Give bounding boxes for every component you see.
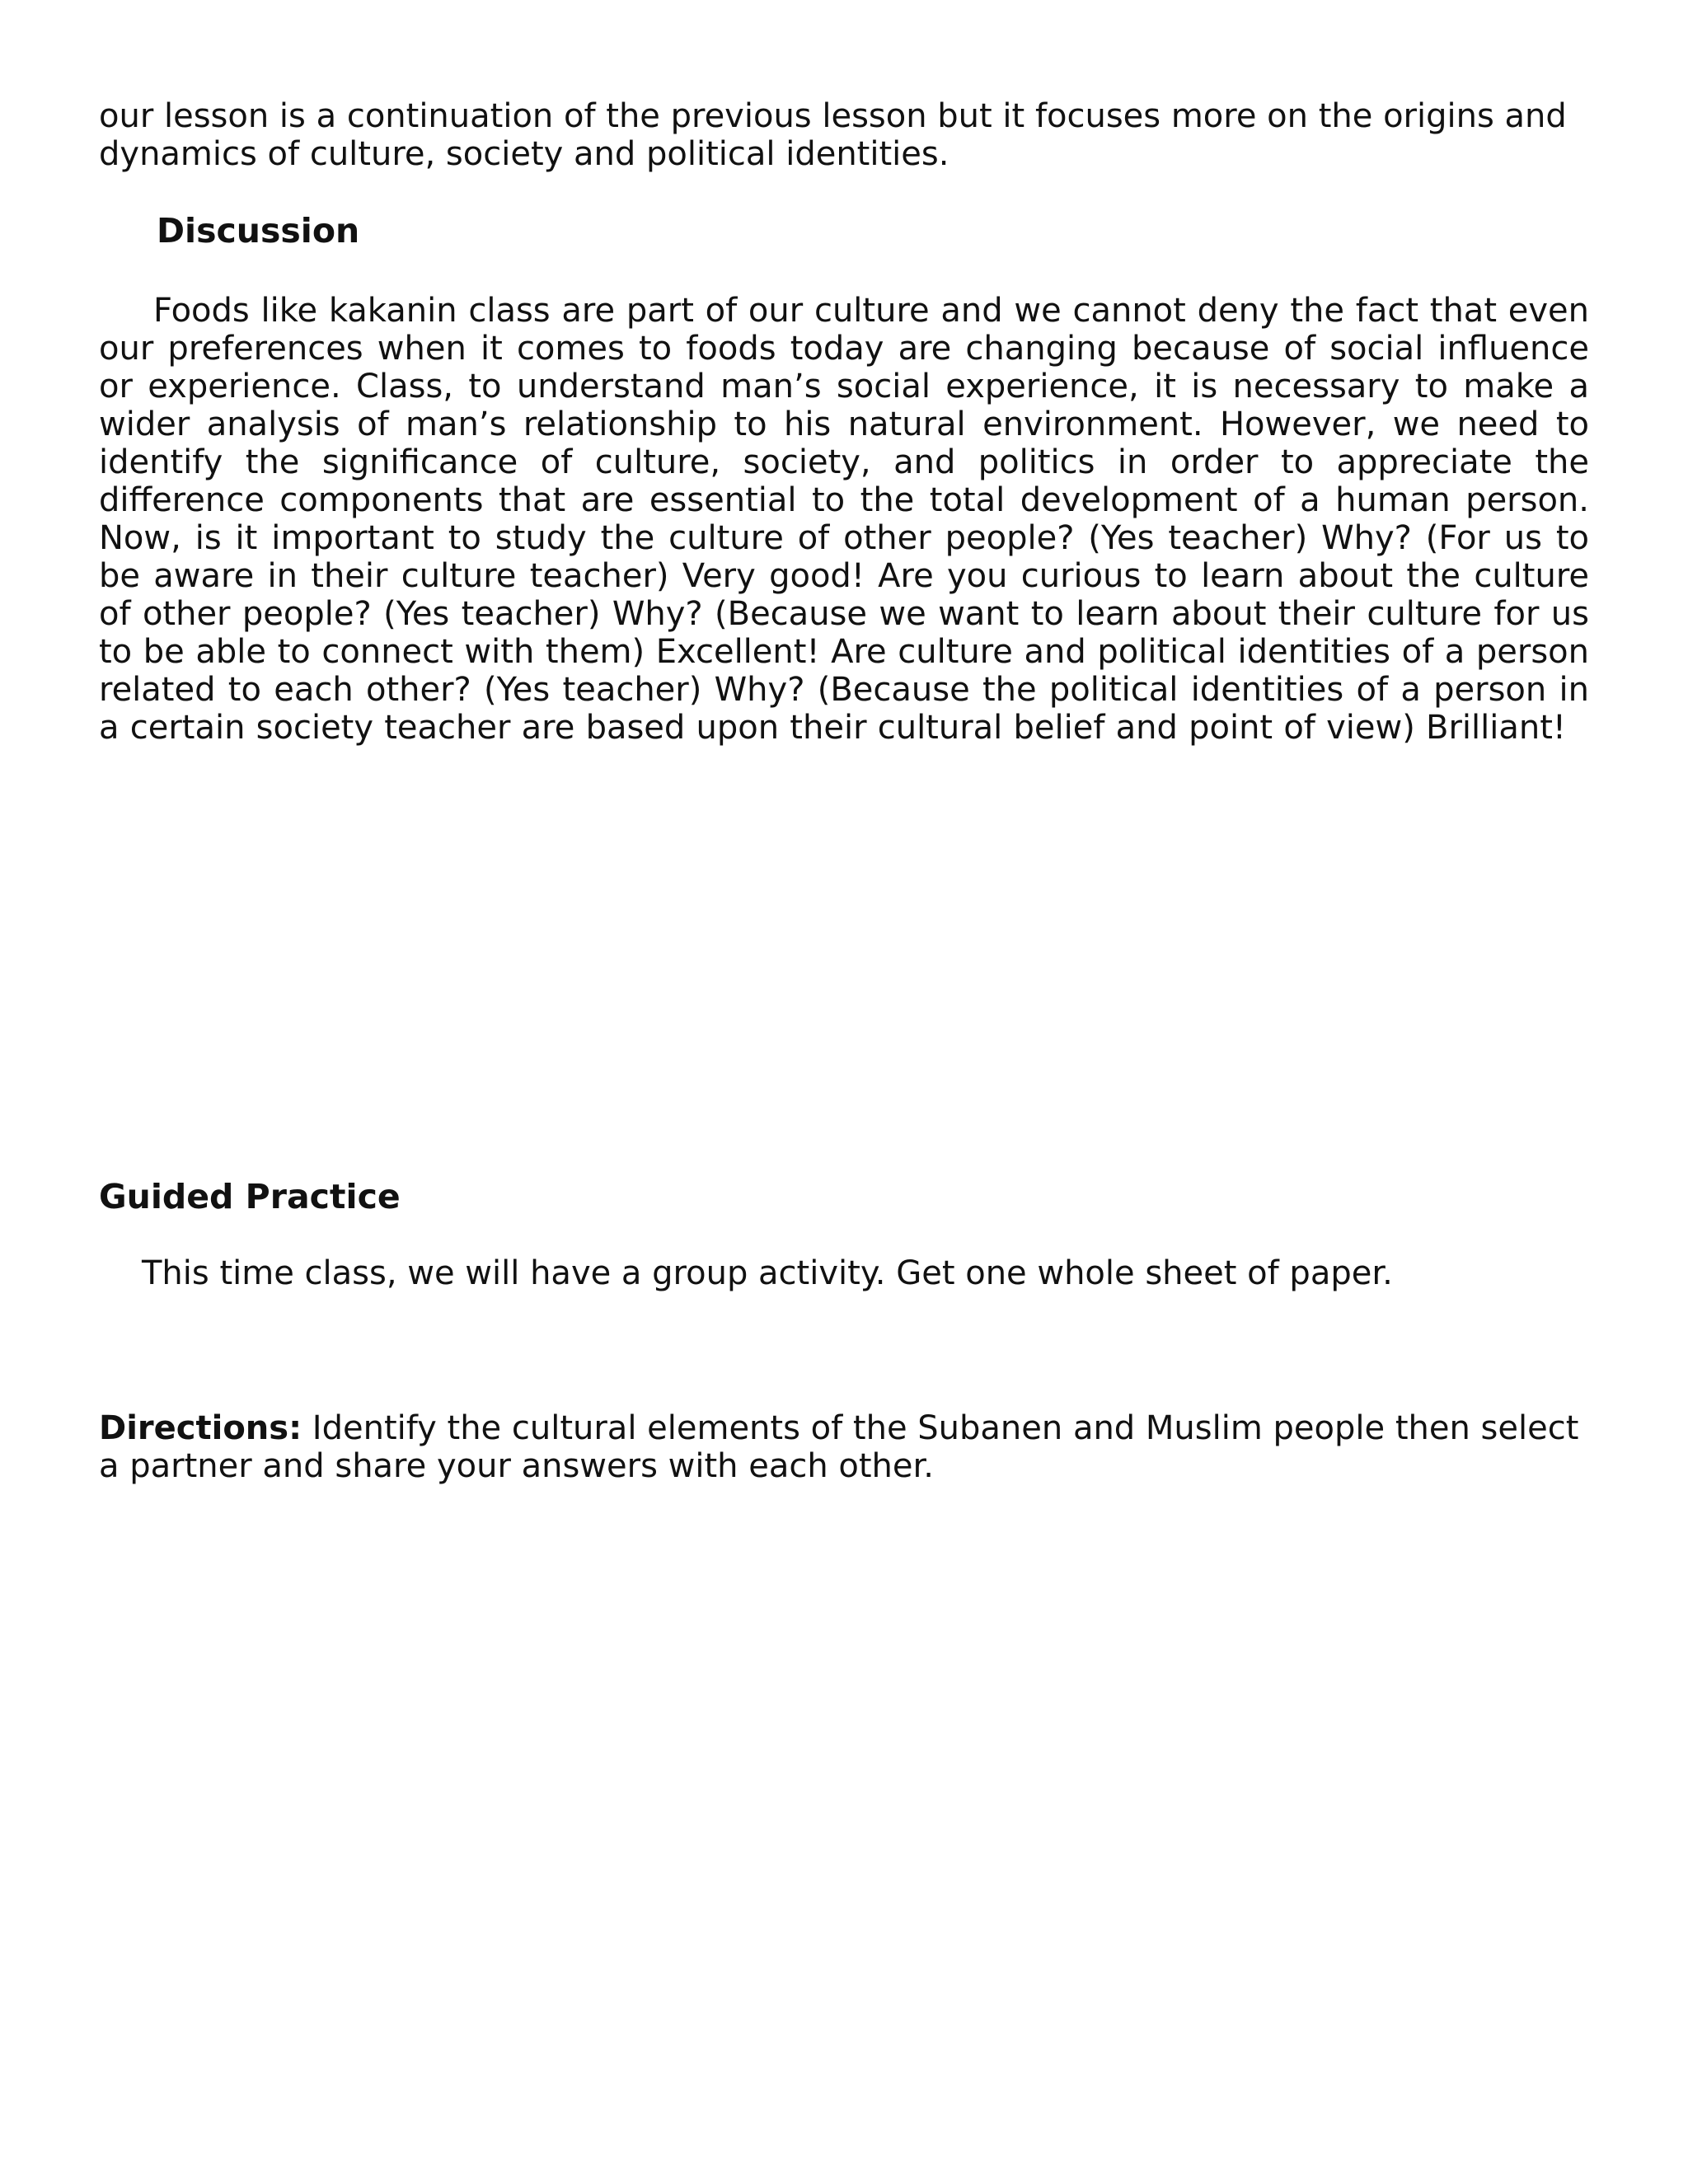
- directions-paragraph: [99, 1409, 1589, 1485]
- guided-practice-heading: Guided Practice: [99, 1177, 401, 1216]
- directions-label: Directions:: [99, 1409, 302, 1447]
- discussion-paragraph: Foods like kakanin class are part of our culture and we cannot deny the fact that even our preferences when it comes to foods today are changing because of social influence or experience. Class, to understand man’s social experience, it is necessary to make a wider analysis of man’s relationship to his natural environment. However, we need to identify the significance of culture, society, and politics in order to appreciate the difference components that are essential to the total development of a human person. Now, is it important to study the culture of other people? (Yes teacher) Why? (For us to be aware in their culture teacher) Very good! Are you curious to learn about the culture of other people? (Yes teacher) Why? (Because we want to learn about their culture for us to be able to connect with them) Excellent! Are culture and political identities of a person related to each other? (Yes teacher) Why? (Because the political identities of a person in a certain society teacher are based upon their cultural belief and point of view) Brilliant!: [99, 292, 1589, 747]
- guided-practice-paragraph: This time class, we will have a group activity. Get one whole sheet of paper.: [142, 1254, 1393, 1292]
- intro-paragraph: our lesson is a continuation of the previous lesson but it focuses more on the origins and dynamics of culture, society and political identities.: [99, 97, 1567, 173]
- discussion-heading: Discussion: [157, 211, 360, 251]
- directions-text: Identify the cultural elements of the Subanen and Muslim people then select a partner and share your answers with each other.: [99, 1409, 1579, 1485]
